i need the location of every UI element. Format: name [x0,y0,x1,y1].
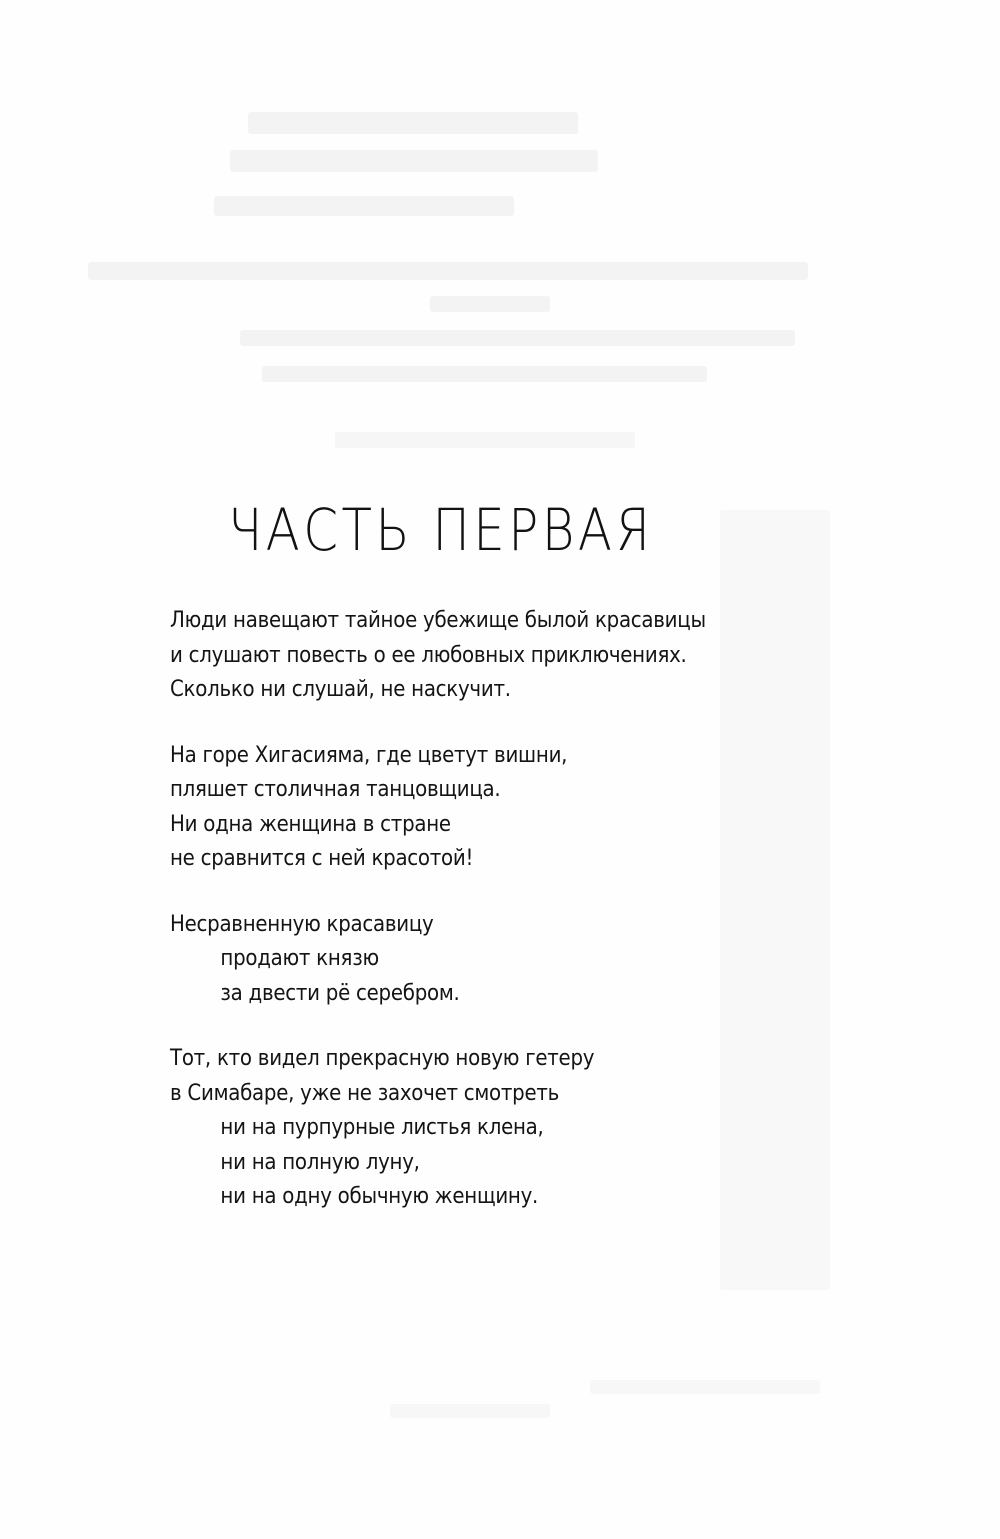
verse-line: пляшет столичная танцовщица. [170,777,501,802]
verse-line: Сколько ни слушай, не наскучит. [170,677,511,702]
show-through-line-3 [240,330,795,346]
show-through-line-2 [430,296,550,312]
verse-line-indented: ни на пурпурные листья клена, [220,1115,544,1140]
verse-line: в Симабаре, уже не захочет смотреть [170,1080,560,1106]
show-through-line-7 [390,1404,550,1418]
show-through-heading-2 [230,150,598,172]
show-through-line-6 [590,1380,820,1394]
verse-line: Ни одна женщина в стране [170,811,451,837]
verse-line: и слушают повесть о ее любовных приключениях. [170,642,687,668]
verse-line: Тот, кто видел прекрасную новую гетеру [170,1046,595,1071]
verse-line-indented: ни на полную луну, [220,1149,420,1175]
verse-line: не сравнится с ней красотой! [170,846,474,871]
verse-line: Несравненную красавицу [170,911,434,937]
poem-verses [170,604,810,1246]
stanza [170,739,810,877]
verse-line-indented: продают князю [220,946,379,971]
show-through-line-4 [262,366,707,382]
verse-line: Люди навещают тайное убежище былой красавицы [170,608,706,633]
show-through-heading-1 [248,112,578,134]
stanza [170,1042,810,1215]
stanza [170,604,810,708]
part-title: ЧАСТЬ ПЕРВАЯ [228,495,654,564]
verse-line: На горе Хигасияма, где цветут вишни, [170,742,568,768]
stanza [170,908,810,1012]
show-through-heading-3 [214,196,514,216]
verse-line-indented: за двести рё серебром. [220,980,460,1006]
show-through-line-1 [88,262,808,280]
verse-line-indented: ни на одну обычную женщину. [220,1184,539,1209]
show-through-line-5 [335,432,635,448]
